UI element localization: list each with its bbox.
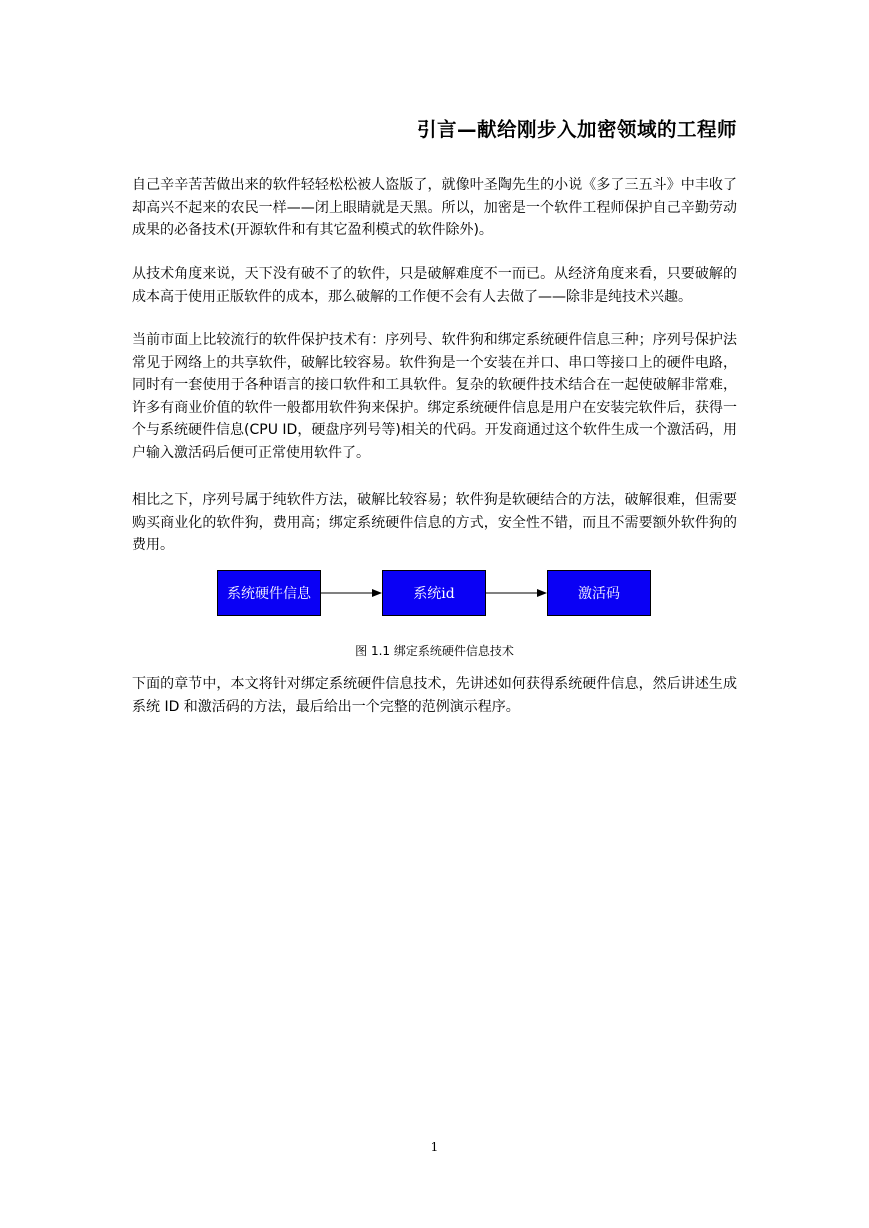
page-number: 1 (430, 1140, 439, 1154)
paragraph-text: 从技术角度来说，天下没有破不了的软件，只是破解难度不一而已。从经济角度来看，只要破解的成本高于使用正版软件的成本，那么破解的工作便不会有人去做了——除非是纯技术兴趣。 (132, 266, 737, 305)
paragraph-1 (132, 174, 737, 242)
paragraph-4 (132, 489, 737, 557)
diagram-box-activation-code: 激活码 (547, 570, 651, 616)
paragraph-text: 下面的章节中，本文将针对绑定系统硬件信息技术，先讲述如何获得系统硬件信息，然后讲述生成系统 ID 和激活码的方法，最后给出一个完整的范例演示程序。 (132, 676, 737, 715)
paragraph-text: 自己辛辛苦苦做出来的软件轻轻松松被人盗版了，就像叶圣陶先生的小说《多了三五斗》中丰收了却高兴不起来的农民一样——闭上眼睛就是天黑。所以，加密是一个软件工程师保护自己辛勤劳动成果的必备技术(开源软件和有其它盈利模式的软件除外)。 (132, 177, 737, 238)
paragraph-2 (132, 263, 737, 308)
page-title: 引言—献给刚步入加密领域的工程师 (416, 118, 737, 141)
paragraph-text: 相比之下，序列号属于纯软件方法，破解比较容易；软件狗是软硬结合的方法，破解很难，但需要购买商业化的软件狗，费用高；绑定系统硬件信息的方式，安全性不错，而且不需要额外软件狗的费用。 (132, 492, 737, 553)
paragraph-5 (132, 673, 737, 718)
diagram-box-system-id: 系统id (382, 570, 486, 616)
paragraph-3 (132, 329, 737, 464)
paragraph-text: 当前市面上比较流行的软件保护技术有：序列号、软件狗和绑定系统硬件信息三种；序列号保护法常见于网络上的共享软件，破解比较容易。软件狗是一个安装在并口、串口等接口上的硬件电路，同时有一套使用于各种语言的接口软件和工具软件。复杂的软硬件技术结合在一起使破解非常难，许多有商业价值的软件一般都用软件狗来保护。绑定系统硬件信息是用户在安装完软件后，获得一个与系统硬件信息(CPU ID，硬盘序列号等)相关的代码。开发商通过这个软件生成一个激活码，用户输入激活码后便可正常使用软件了。 (132, 332, 737, 461)
diagram-box-hardware-info: 系统硬件信息 (217, 570, 321, 616)
figure-caption: 图 1.1 绑定系统硬件信息技术 (355, 644, 514, 658)
